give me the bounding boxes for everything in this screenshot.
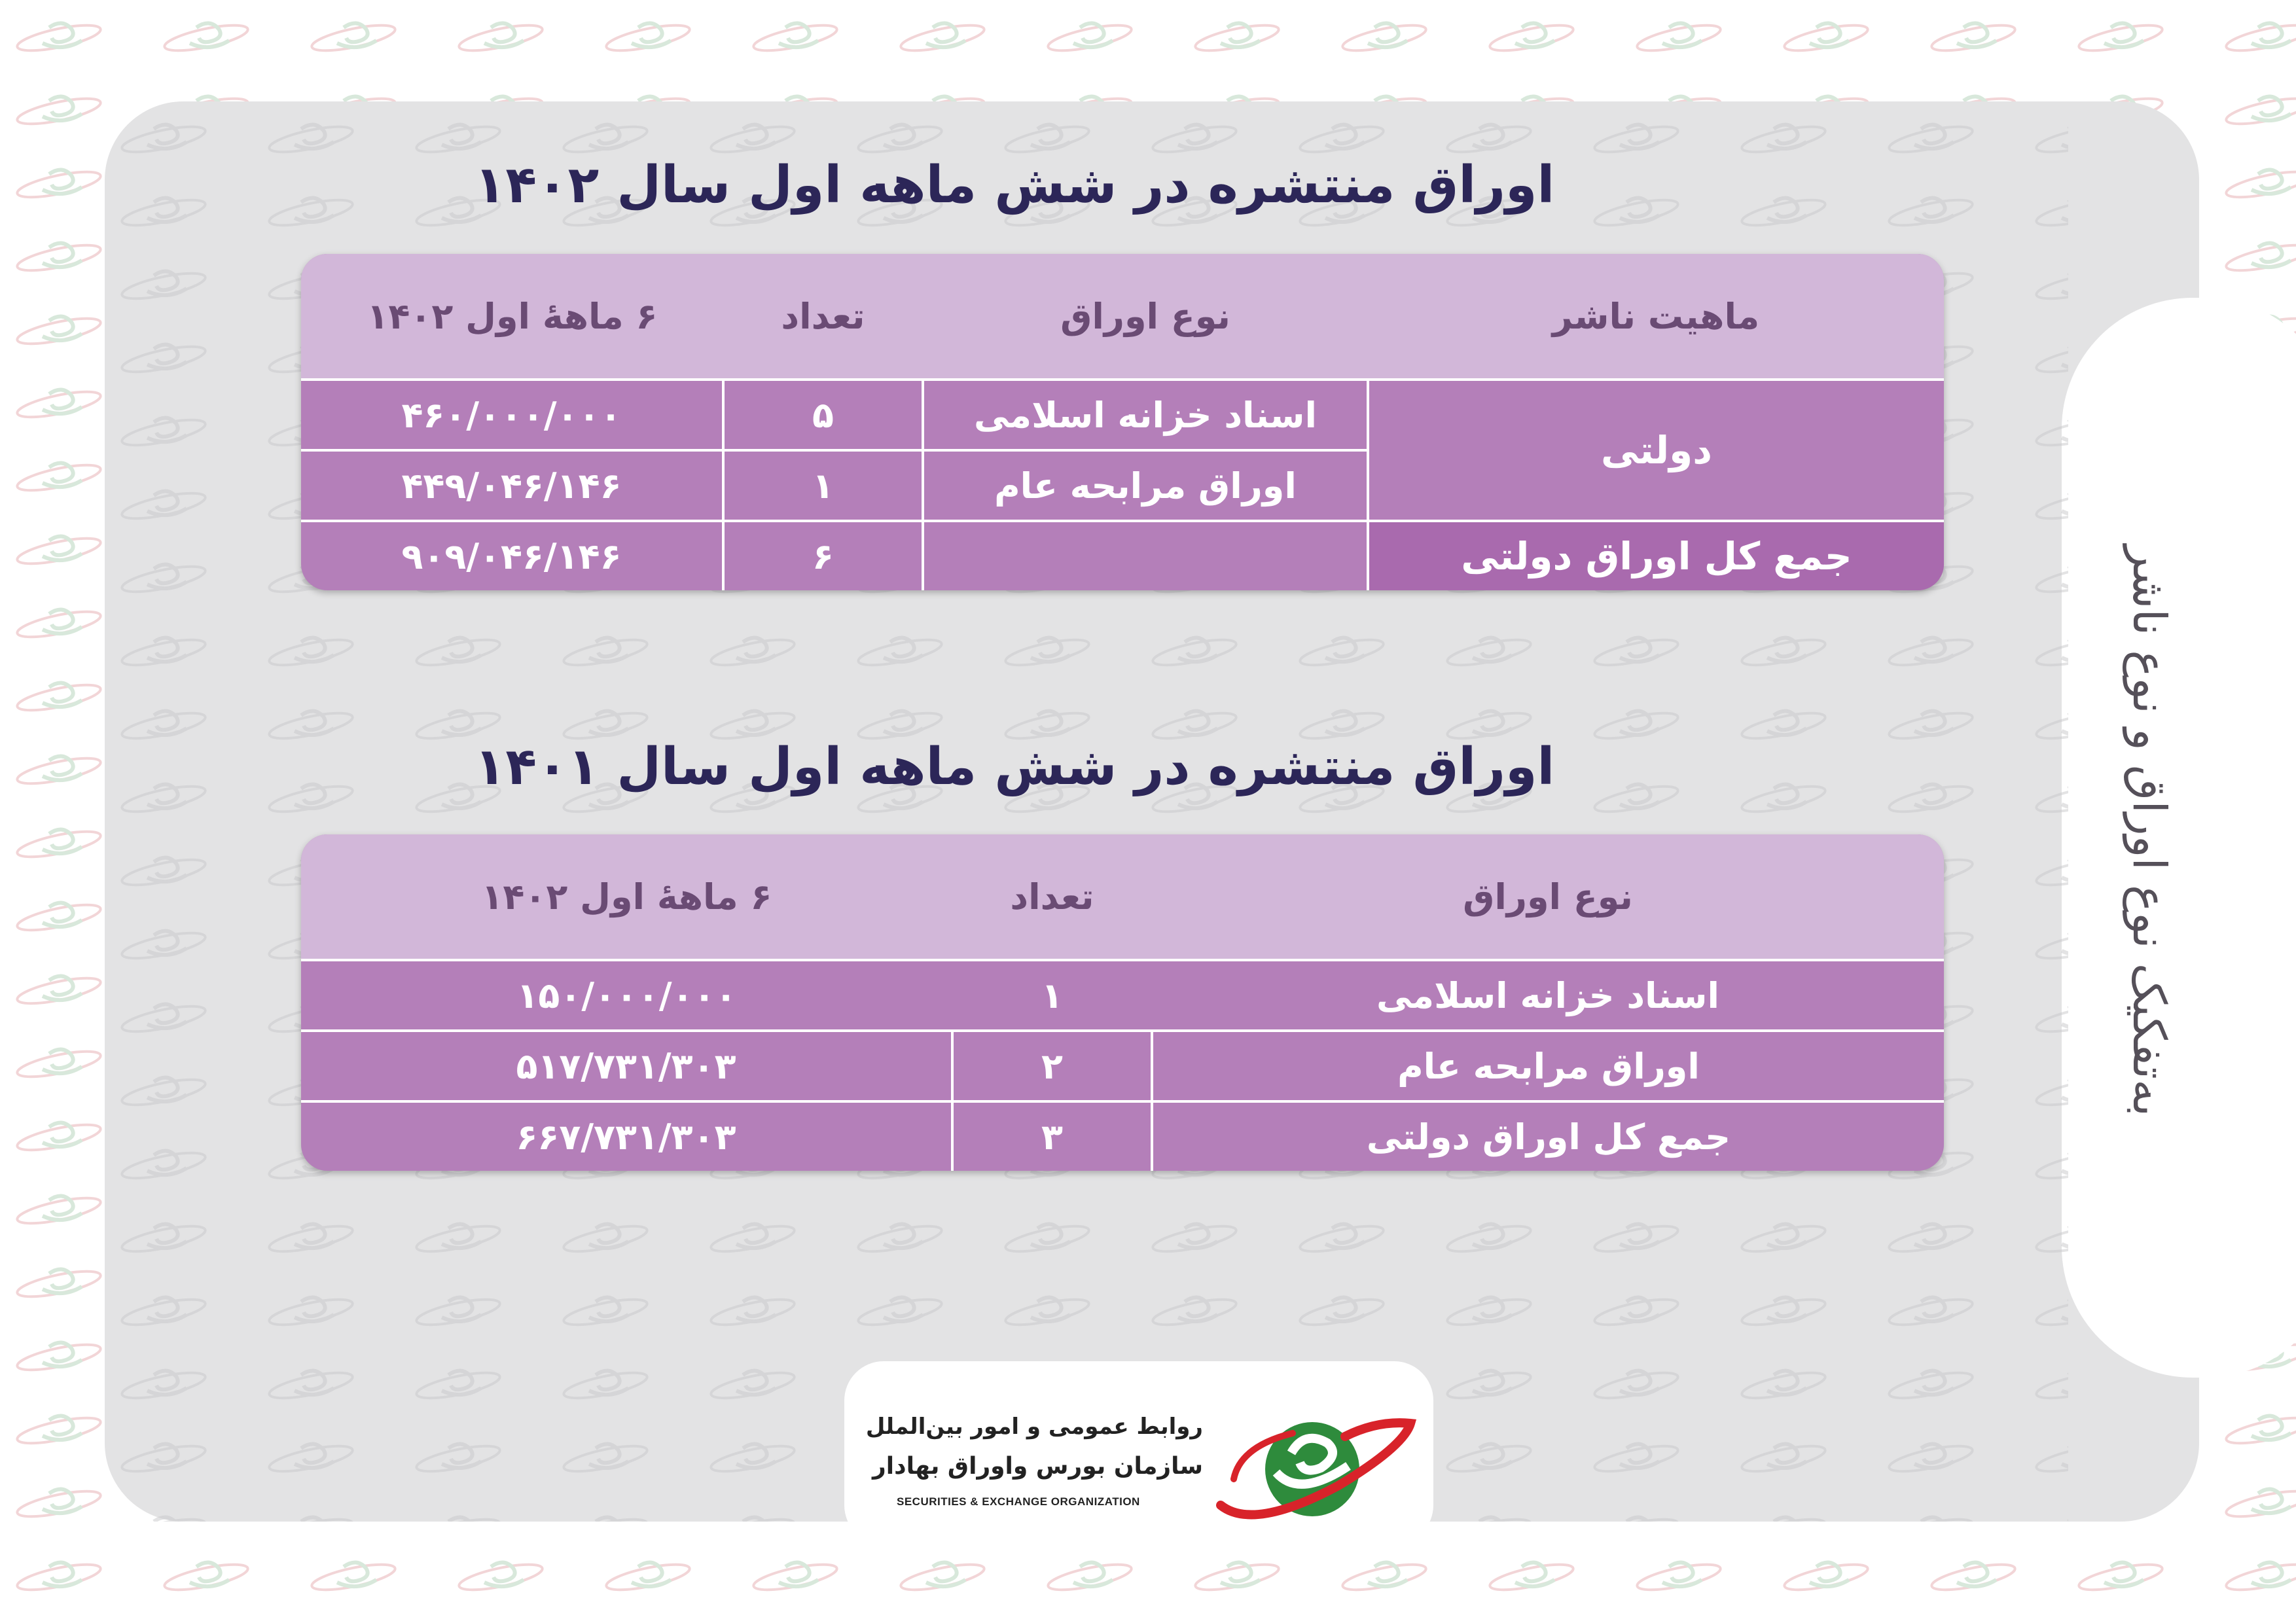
table1 — [301, 254, 1944, 590]
table2-row1-amount: ۱۵۰/۰۰۰/۰۰۰ — [301, 960, 952, 1031]
table2-header-count: تعداد — [952, 834, 1152, 960]
table-row — [301, 1101, 1944, 1171]
table-row — [301, 1031, 1944, 1101]
table1-row1-type: اسناد خزانه اسلامی — [923, 380, 1368, 450]
table1-title: اوراق منتشره در شش ماهه اول سال ۱۴۰۲ — [474, 156, 1555, 215]
table1-row1-amount: ۴۶۰/۰۰۰/۰۰۰ — [301, 380, 723, 450]
table1-header-amount: ۶ ماههٔ اول ۱۴۰۲ — [301, 254, 723, 380]
table2-total-amount: ۶۶۷/۷۳۱/۳۰۳ — [516, 1116, 736, 1158]
table2-row1-type: اسناد خزانه اسلامی — [1152, 960, 1944, 1031]
table-row — [301, 960, 1944, 1031]
table1-header-count: تعداد — [723, 254, 923, 380]
footer-line3: SECURITIES & EXCHANGE ORGANIZATION — [897, 1495, 1140, 1508]
table1-header-type: نوع اوراق — [923, 254, 1368, 380]
table2-total-count: ۳ — [952, 1101, 1152, 1171]
table2-header-type: نوع اوراق — [1152, 834, 1944, 960]
table1-row2-count: ۱ — [723, 450, 923, 521]
table2 — [301, 834, 1944, 1171]
table1-row1-count: ۵ — [723, 380, 923, 450]
card-notch — [2062, 298, 2296, 1378]
table1-issuer-group: دولتی — [1368, 380, 1944, 521]
table1-total-amount: ۹۰۹/۰۴۶/۱۴۶ — [401, 535, 622, 577]
table-row — [301, 521, 1944, 590]
table2-title: اوراق منتشره در شش ماهه اول سال ۱۴۰۱ — [474, 738, 1555, 796]
table1-total-type-empty — [923, 521, 1368, 590]
table2-row2-type: اوراق مرابحه عام — [1152, 1031, 1944, 1101]
table1-total-label: جمع کل اوراق دولتی — [1368, 521, 1944, 590]
table1-header-issuer: ماهیت ناشر — [1368, 254, 1944, 380]
table1-total-count: ۶ — [723, 521, 923, 590]
side-caption: به‌تفکیک نوع اوراق و نوع ناشر — [2123, 545, 2176, 1117]
footer-line2: سازمان بورس واوراق بهادار — [872, 1453, 1203, 1480]
table1-row2-type: اوراق مرابحه عام — [923, 450, 1368, 521]
sec-logo-icon — [1214, 1407, 1424, 1531]
table-row — [301, 380, 1944, 450]
table1-row2-amount: ۴۴۹/۰۴۶/۱۴۶ — [301, 450, 723, 521]
table2-row2-count: ۲ — [952, 1031, 1152, 1101]
table2-row2-amount: ۵۱۷/۷۳۱/۳۰۳ — [301, 1031, 952, 1101]
table2-header-amount: ۶ ماههٔ اول ۱۴۰۲ — [301, 834, 952, 960]
table2-total-label: جمع کل اوراق دولتی — [1152, 1101, 1944, 1171]
footer-line1: روابط عمومی و امور بین‌الملل — [865, 1414, 1203, 1440]
table2-row1-count: ۱ — [952, 960, 1152, 1031]
